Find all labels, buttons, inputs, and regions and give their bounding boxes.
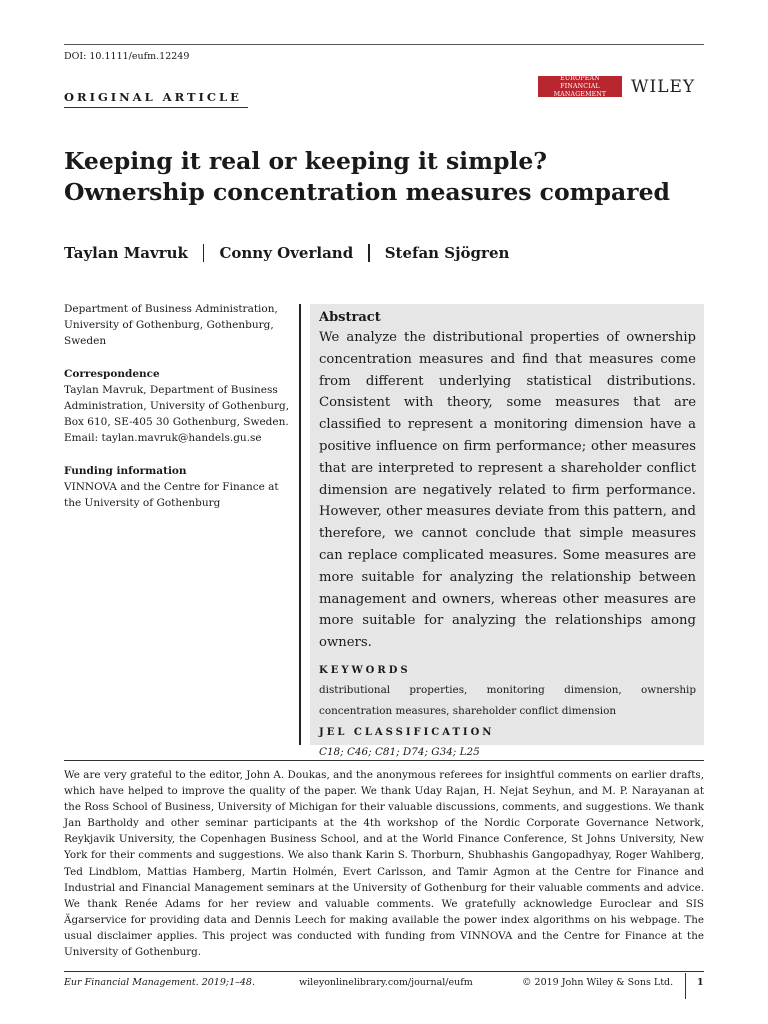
- author-name[interactable]: Conny Overland: [219, 244, 354, 262]
- abstract-heading: Abstract: [319, 310, 381, 325]
- keywords-heading: KEYWORDS: [319, 664, 411, 676]
- footer-url[interactable]: wileyonlinelibrary.com/journal/eufm: [299, 977, 473, 988]
- correspondence-heading: Correspondence: [64, 367, 160, 380]
- article-type-underline: [64, 107, 248, 108]
- author-name[interactable]: Taylan Mavruk: [64, 244, 188, 262]
- abstract-box: [310, 304, 704, 758]
- abstract-text: We analyze the distributional properties of ownership concentration measures and find that measures come from different underlying statistical distributions. Consistent with theory, some measures that are classified to represent a monitoring dimension have a positive influence on firm performance; other measures that are interpreted to represent a shareholder conflict dimension are negatively related to firm performance. However, other measures deviate from this pattern, and therefore, we cannot conclude that simple measures can replace complicated measures. Some measures are more suitable for analyzing the relationship between management and owners, whereas other measures are more suitable for analyzing the relationships among owners.: [319, 330, 696, 651]
- paper-title: [64, 146, 724, 208]
- publisher-logo: WILEY: [631, 77, 696, 97]
- acknowledgements: We are very grateful to the editor, John A. Doukas, and the anonymous referees for insightful comments on earlier drafts, which have helped to improve the quality of the paper. We thank Uday Rajan, H. Nejat Seyhun, and M. P. Narayanan at the Ross School of Business, University of Michigan for their valuable discussions, comments, and suggestions. We thank Jan Bartholdy and other seminar participants at the 4th workshop of the Nordic Corporate Governance Network, Reykjavik University, the Copenhagen Business School, and at the World Finance Conference, St Johns University, New York for their comments and suggestions. We also thank Karin S. Thorburn, Shubhashis Gangopadhyay, Roger Wahlberg, Ted Lindblom, Mattias Hamberg, Martin Holmén, Evert Carlsson, and Tamir Agmon at the Centre for Finance and Industrial and Financial Management seminars at the University of Gothenburg for their valuable comments and advice. We thank Renée Adams for her review and valuable comments. We gratefully acknowledge Euroclear and SIS Ägarservice for providing data and Dennis Leech for making available the power index algorithms on his webpage. The usual disclaimer applies. This project was conducted with funding from VINNOVA and the Centre for Finance at the University of Gothenburg.: [64, 769, 704, 959]
- footer-divider: [685, 973, 686, 999]
- journal-logo: [538, 76, 622, 97]
- footer-journal: Eur Financial Management. 2019;1–48.: [64, 977, 255, 988]
- page-number: 1: [697, 977, 704, 988]
- author-list: [64, 244, 509, 262]
- correspondence-text: Taylan Mavruk, Department of Business Administration, University of Gothenburg, Box 610, SE-405 30 Gothenburg, Sweden.: [64, 383, 290, 429]
- title-line-1: Keeping it real or keeping it simple?: [64, 147, 548, 175]
- correspondence-email[interactable]: Email: taylan.mavruk@handels.gu.se: [64, 432, 262, 445]
- jel-heading: JEL CLASSIFICATION: [319, 726, 495, 738]
- journal-logo-line2: FINANCIAL MANAGEMENT: [553, 82, 607, 98]
- footer-copyright: © 2019 John Wiley & Sons Ltd.: [522, 977, 674, 988]
- journal-logo-line1: EUROPEAN: [560, 74, 600, 82]
- title-line-2: Ownership concentration measures compared: [64, 178, 670, 206]
- author-info-column: [64, 301, 292, 511]
- funding-text: VINNOVA and the Centre for Finance at the University of Gothenburg: [64, 480, 279, 510]
- author-separator: [203, 244, 205, 262]
- affiliation: Department of Business Administration, University of Gothenburg, Gothenburg, Sweden: [64, 303, 278, 348]
- doi[interactable]: DOI: 10.1111/eufm.12249: [64, 51, 190, 62]
- footer-rule: [64, 971, 704, 972]
- top-rule: [64, 44, 704, 45]
- column-divider: [299, 304, 301, 745]
- acknowledgement-rule: [64, 760, 704, 761]
- funding-heading: Funding information: [64, 464, 187, 477]
- jel-codes: C18; C46; C81; D74; G34; L25: [319, 745, 480, 758]
- article-type: ORIGINAL ARTICLE: [64, 90, 242, 104]
- author-separator: [368, 244, 370, 262]
- author-name[interactable]: Stefan Sjögren: [384, 244, 510, 262]
- keywords-list: distributional properties, monitoring dimension, ownership concentration measures, shareholder conflict dimension: [319, 683, 696, 717]
